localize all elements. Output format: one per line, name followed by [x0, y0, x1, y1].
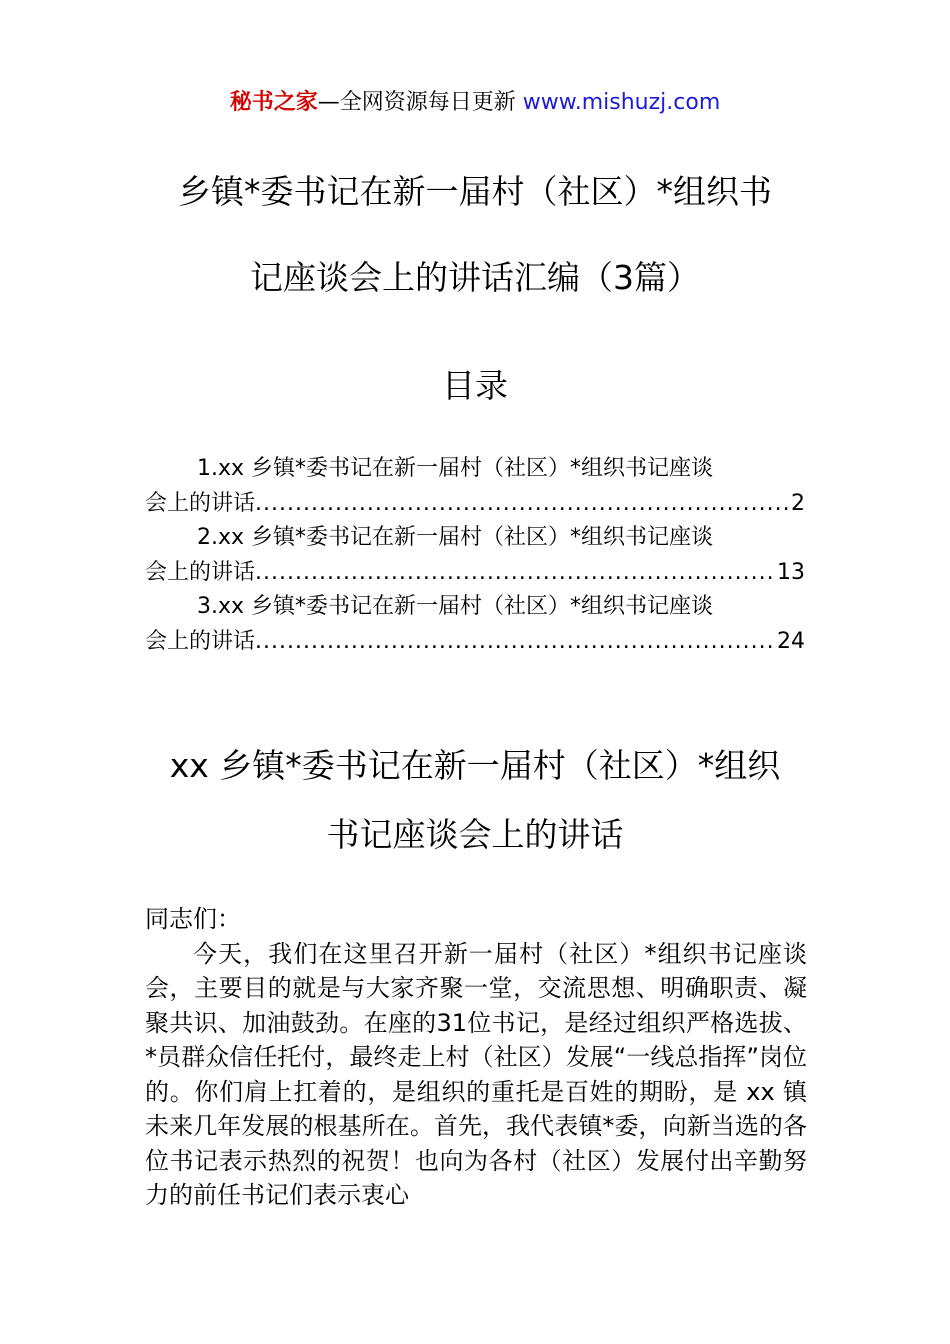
toc-entry-1[interactable]	[145, 452, 805, 521]
toc-entry-title: 2.xx 乡镇*委书记在新一届村（社区）*组织书记座谈	[197, 525, 714, 550]
toc-page-number: 2	[791, 491, 805, 516]
body-paragraph: 今天，我们在这里召开新一届村（社区）*组织书记座谈会，主要目的就是与大家齐聚一堂，交流思想、明确职责、凝聚共识、加油鼓劲。在座的31位书记，是经过组织严格选拔、*员群众信任托付，最终走上村（社区）发展“一线总指挥”岗位的。你们肩上扛着的，是组织的重托是百姓的期盼，是 xx 镇未来几年发展的根基所在。首先，我代表镇*委，向新当选的各位书记表示热烈的祝贺！也向为各村（社区）发展付出辛勤努力的前任书记们表示衷心	[145, 939, 807, 1209]
toc-page-number: 13	[777, 560, 805, 585]
site-header	[0, 88, 950, 118]
table-of-contents	[145, 452, 805, 659]
toc-entry-title: 1.xx 乡镇*委书记在新一届村（社区）*组织书记座谈	[197, 456, 714, 481]
toc-entry-3[interactable]	[145, 590, 805, 659]
toc-entry-title-cont: 会上的讲话	[145, 560, 256, 585]
toc-entry-2[interactable]	[145, 521, 805, 590]
toc-entry-title: 3.xx 乡镇*委书记在新一届村（社区）*组织书记座谈	[197, 594, 714, 619]
toc-heading: 目录	[442, 366, 508, 405]
toc-leader-dots	[255, 624, 775, 659]
toc-leader-dots	[255, 555, 775, 590]
toc-entry-title-cont: 会上的讲话	[145, 491, 256, 516]
document-title-line-2: 记座谈会上的讲话汇编（3篇）	[250, 258, 700, 297]
toc-entry-title-cont: 会上的讲话	[145, 629, 256, 654]
article-title-line-1: xx 乡镇*委书记在新一届村（社区）*组织	[169, 746, 781, 785]
header-slogan: —全网资源每日更新	[317, 90, 523, 115]
salutation: 同志们：	[145, 905, 241, 933]
document-title-line-1: 乡镇*委书记在新一届村（社区）*组织书	[178, 172, 772, 211]
toc-leader-dots	[255, 486, 789, 521]
toc-page-number: 24	[777, 629, 805, 654]
brand-name: 秘书之家	[229, 90, 318, 115]
article-title-line-2: 书记座谈会上的讲话	[326, 815, 624, 854]
site-url-link[interactable]: www.mishuzj.com	[522, 90, 721, 115]
article-body	[145, 902, 807, 1213]
